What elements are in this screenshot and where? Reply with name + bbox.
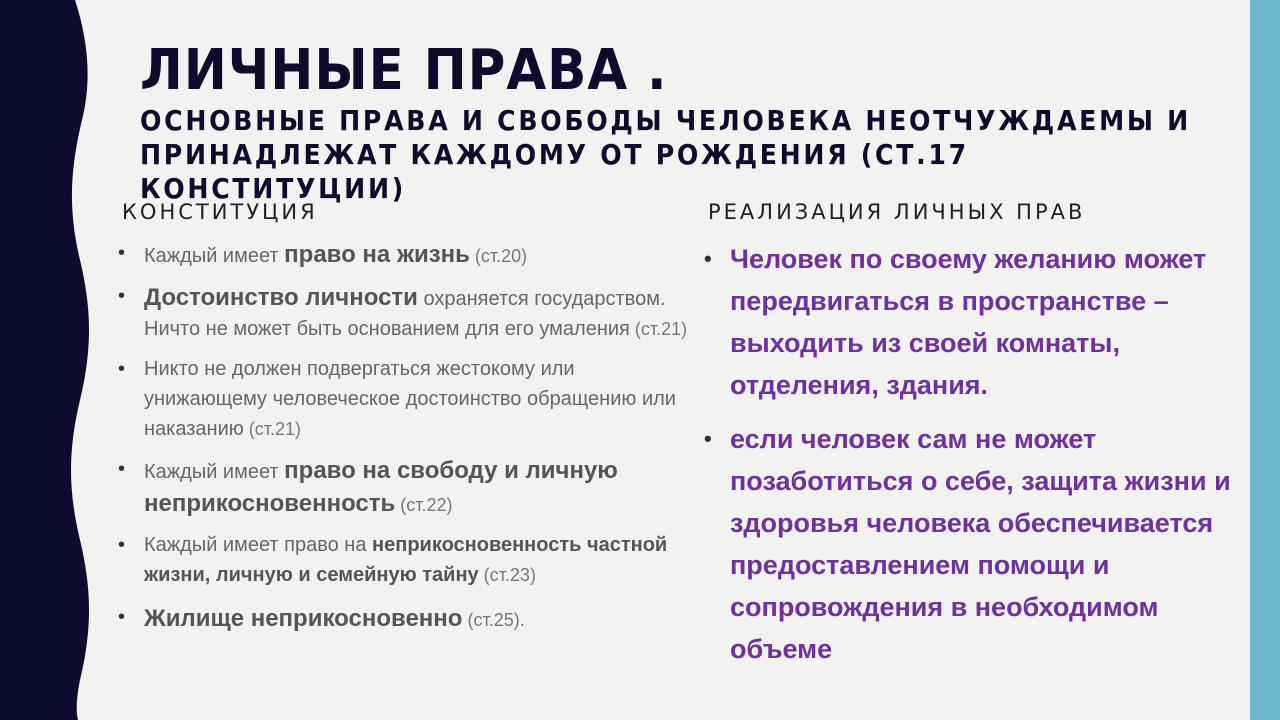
list-item: • Жилище неприкосновенно (ст.25). bbox=[118, 605, 525, 632]
slide-subtitle: ОСНОВНЫЕ ПРАВА И СВОБОДЫ ЧЕЛОВЕКА НЕОТЧУЖДАЕМЫ И ПРИНАДЛЕЖАТ КАЖДОМУ ОТ РОЖДЕНИЯ (СТ.17 КОНСТИТУЦИИ) bbox=[140, 104, 1191, 205]
list-item: • Достоинство личности охраняется государством. Ничто не может быть основанием для его умаления (ст.21) bbox=[118, 284, 688, 340]
constitution-list bbox=[118, 238, 688, 635]
slide-title: ЛИЧНЫЕ ПРАВА . bbox=[140, 38, 668, 103]
constitution-heading: КОНСТИТУЦИЯ bbox=[122, 200, 318, 224]
title-block bbox=[140, 38, 1230, 206]
left-wave-decoration bbox=[0, 0, 110, 720]
list-item: • если человек сам не может позаботиться о себе, защита жизни и здоровья человека обеспечивается предоставлением помощи и сопровождения в необходимом объеме bbox=[704, 424, 1231, 664]
list-item: • Каждый имеет право на неприкосновенность частной жизни, личную и семейную тайну (ст.23) bbox=[118, 534, 668, 586]
right-accent-bar bbox=[1250, 0, 1280, 720]
list-item: • Человек по своему желанию может передвигаться в пространстве – выходить из своей комнаты, отделения, здания. bbox=[704, 244, 1207, 400]
realization-heading: РЕАЛИЗАЦИЯ ЛИЧНЫХ ПРАВ bbox=[708, 200, 1086, 224]
realization-list bbox=[704, 238, 1244, 670]
list-item: • Каждый имеет право на жизнь (ст.20) bbox=[118, 241, 528, 268]
list-item: • Никто не должен подвергаться жестокому или унижающему человеческое достоинство обращению или наказанию (ст.21) bbox=[118, 358, 676, 440]
list-item: • Каждый имеет право на свободу и личную неприкосновенность (ст.22) bbox=[118, 457, 618, 517]
